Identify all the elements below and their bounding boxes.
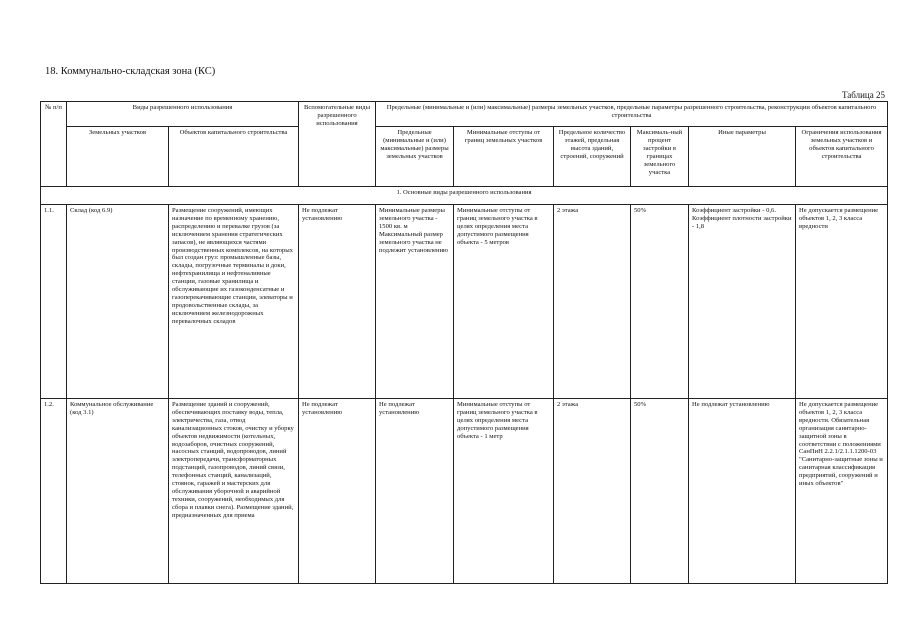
row-plot-type: Склад (код 6.9) — [67, 205, 169, 399]
row-auxiliary: Не подлежат установлению — [299, 205, 376, 399]
row-floors: 2 этажа — [554, 205, 631, 399]
header-auxiliary: Вспомогательные виды разрешенного использования — [299, 102, 376, 187]
header-floors: Предельное количество этажей, предельная высота зданий, строений, сооружений — [554, 127, 631, 187]
header-num: № п/п — [41, 102, 67, 187]
section-row — [41, 187, 888, 205]
header-other: Иные параметры — [689, 127, 796, 187]
row-object-description: Размещение зданий и сооружений, обеспечивающих поставку воды, тепла, электричества, газа, отвод канализационных стоков, очистку и уборку объектов недвижимости (котельных, водозаборов, очистных сооружений, насосных станций, водопроводов, линий электропередачи, трансформаторных подстанций, газопроводов, линий связи, телефонных станций, канализаций, стоянок, гаражей и мастерских для обслуживания уборочной и аварийной техники, сооружений, необходимых для сбора и плавки снега). Размещение зданий, предназначенных для приема — [169, 399, 299, 584]
header-restrictions: Ограничения использования земельных участков и объектов капитального строительства — [796, 127, 888, 187]
row-coverage: 50% — [631, 205, 689, 399]
header-plot-sizes: Предельные (минимальные и (или) максимальные) размеры земельных участков — [376, 127, 454, 187]
row-other: Коэффициент застройки - 0,6. Коэффициент плотности застройки - 1,8 — [689, 205, 796, 399]
row-object-description: Размещение сооружений, имеющих назначение по временному хранению, распределению и перевалке грузов (за исключением хранения стратегических запасов), не являющихся частями производственных комплексов, на которых был создан груз: промышленные базы, склады, погрузочные терминалы и доки, нефтехранилища и нефтеналивные станции, газовые хранилища и обслуживающие их газоконденсатные и газоперекачивающие станции, элеваторы и продовольственные склады, за исключением железнодорожных перевалочных складов — [169, 205, 299, 399]
header-limits: Предельные (минимальные и (или) максимальные) размеры земельных участков, предельные параметры разрешенного строительства, реконструкции объектов капитального строительства — [376, 102, 888, 127]
header-row-1 — [41, 102, 888, 127]
row-restrictions: Не допускается размещение объектов 1, 2, 3 класса вредности — [796, 205, 888, 399]
table-row — [41, 205, 888, 399]
table-row — [41, 399, 888, 584]
row-coverage: 50% — [631, 399, 689, 584]
row-floors: 2 этажа — [554, 399, 631, 584]
row-num: 1.2. — [41, 399, 67, 584]
section-title: 18. Коммунально-складская зона (КС) — [45, 66, 216, 77]
row-restrictions: Не допускается размещение объектов 1, 2, 3 класса вредности. Обязательная организация санитарно-защитной зоны в соответствии с положениями СанПиН 2.2.1/2.1.1.1200-03 "Санитарно-защитные зоны и санитарная классификация предприятий, сооружений и иных объектов" — [796, 399, 888, 584]
row-other: Не подлежат установлению — [689, 399, 796, 584]
row-plot-size: Не подлежат установлению — [376, 399, 454, 584]
row-auxiliary: Не подлежат установлению — [299, 399, 376, 584]
table-label: Таблица 25 — [842, 90, 885, 100]
header-capital-objects: Объектов капитального строительства — [169, 127, 299, 187]
header-setbacks: Минимальные отступы от границ земельных участков — [454, 127, 554, 187]
row-setback: Минимальные отступы от границ земельного участка в целях определения места допустимого размещения объекта - 5 метров — [454, 205, 554, 399]
row-plot-type: Коммунальное обслуживание (код 3.1) — [67, 399, 169, 584]
header-land-plots: Земельных участков — [67, 127, 169, 187]
header-row-2 — [41, 127, 888, 187]
row-num: 1.1. — [41, 205, 67, 399]
header-types-of-use: Виды разрешенного использования — [67, 102, 299, 127]
section-row-label: 1. Основные виды разрешенного использования — [41, 187, 888, 205]
row-plot-size: Минимальные размеры земельного участка - 1500 кв. м Максимальный размер земельного участка не подлежит установлению — [376, 205, 454, 399]
row-setback: Минимальные отступы от границ земельного участка в целях определения места допустимого размещения объекта - 1 метр — [454, 399, 554, 584]
header-coverage: Максималь-ный процент застройки в границах земельного участка — [631, 127, 689, 187]
zoning-table — [40, 101, 888, 584]
